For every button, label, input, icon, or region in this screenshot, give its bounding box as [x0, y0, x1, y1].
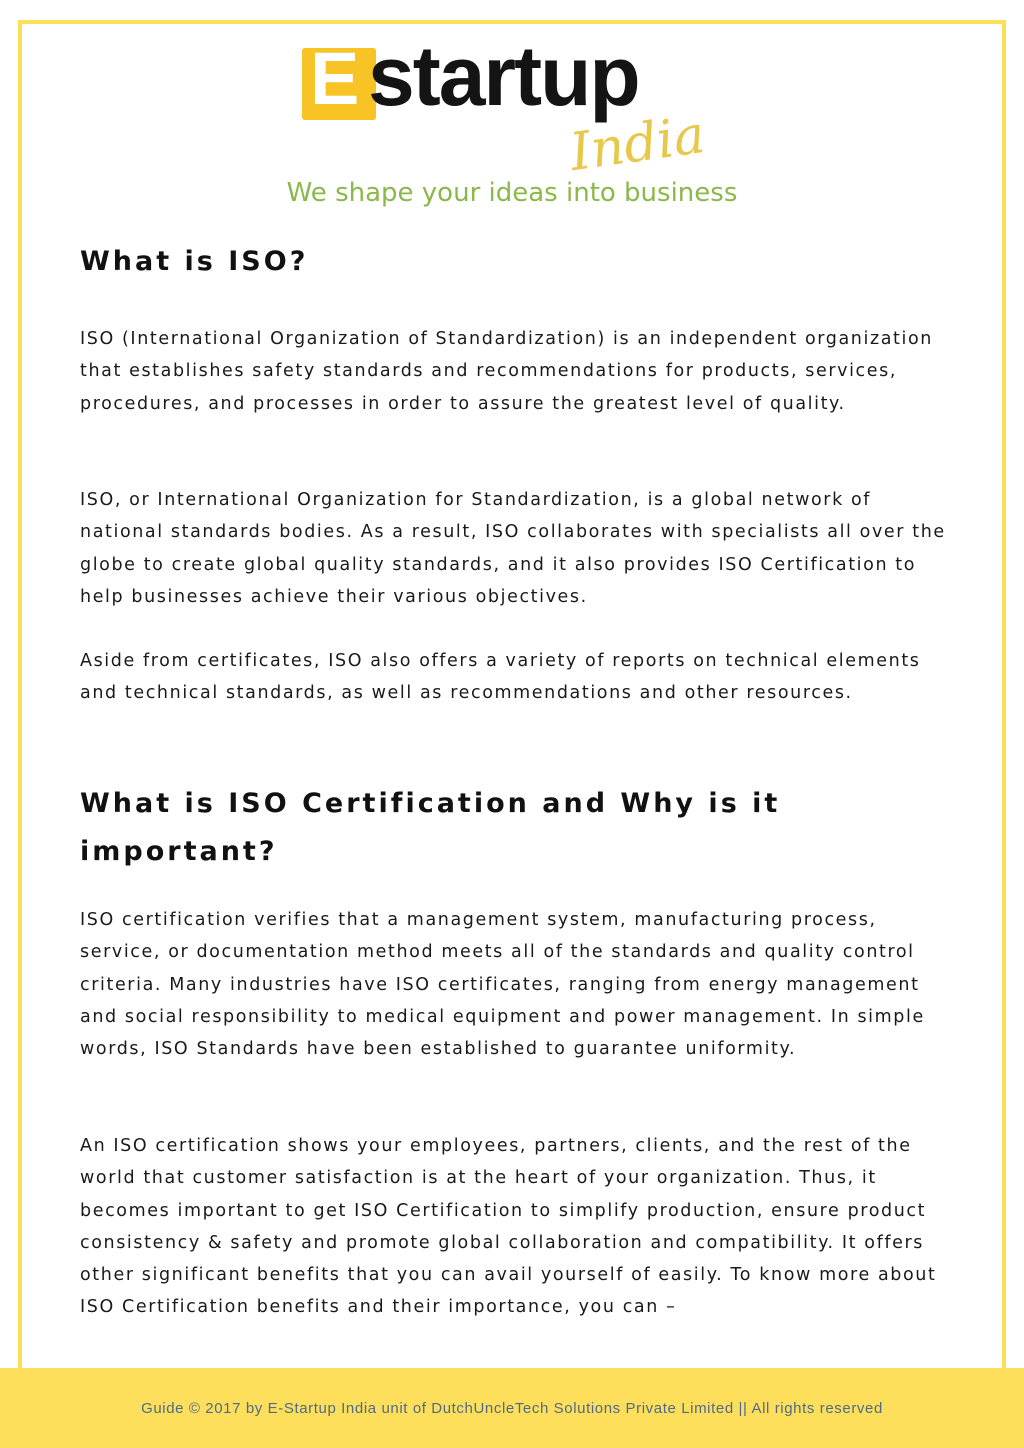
- section-heading: What is ISO Certification and Why is it important?: [80, 788, 781, 867]
- paragraph-text: ISO (International Organization of Standardization) is an independent organization that establishes safety standards and recommendations for products, services, procedures, and processes in order to assure the greatest level of quality.: [80, 329, 933, 414]
- estartup-logo: [302, 29, 732, 184]
- paragraph: [80, 1130, 950, 1324]
- footer-copyright: Guide © 2017 by E-Startup India unit of DutchUncleTech Solutions Private Limited || All rights reserved: [141, 1399, 883, 1417]
- tagline: We shape your ideas into business: [286, 178, 738, 208]
- section-heading: What is ISO?: [80, 246, 309, 277]
- paragraph: [80, 645, 950, 710]
- logo-script: India: [566, 104, 709, 184]
- paragraph-text: An ISO certification shows your employees, partners, clients, and the rest of the world that customer satisfaction is at the heart of your organization. Thus, it becomes important to get ISO Certification to simplify production, ensure product consistency & safety and promote global collaboration and compatibility. It offers other significant benefits that you can avail yourself of easily. To know more about ISO Certification benefits and their importance, you can –: [80, 1136, 937, 1318]
- section-what-is-iso: [80, 246, 950, 277]
- footer-bar: [0, 1368, 1024, 1448]
- paragraph-text: ISO, or International Organization for Standardization, is a global network of national standards bodies. As a result, ISO collaborates with specialists all over the globe to create global quality standards, and it also provides ISO Certification to help businesses achieve their various objectives.: [80, 490, 946, 607]
- paragraph-text: Aside from certificates, ISO also offers a variety of reports on technical elements and technical standards, as well as recommendations and other resources.: [80, 651, 921, 704]
- logo-e-badge: [302, 48, 376, 120]
- paragraph-text: ISO certification verifies that a management system, manufacturing process, service, or documentation method meets all of the standards and quality control criteria. Many industries have ISO certificates, ranging from energy management and social responsibility to medical equipment and power management. In simple words, ISO Standards have been established to guarantee uniformity.: [80, 910, 925, 1060]
- logo-wordmark: startup: [368, 29, 639, 123]
- logo-letter: E: [310, 48, 360, 120]
- section-iso-certification: [80, 780, 800, 876]
- paragraph: [80, 484, 950, 613]
- paragraph: [80, 323, 950, 420]
- paragraph: [80, 904, 950, 1065]
